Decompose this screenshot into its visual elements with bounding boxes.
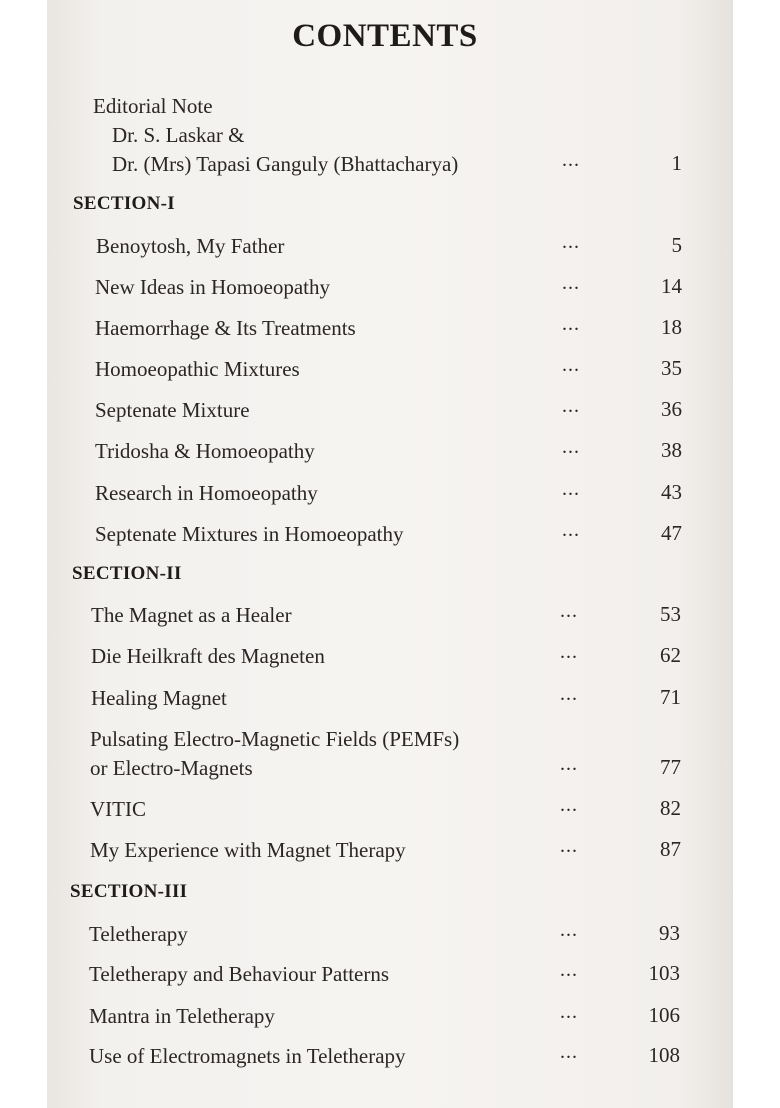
toc-page-number: 36 [661,397,682,421]
toc-leader-dots: ... [562,313,580,335]
toc-page-number: 43 [661,480,682,504]
toc-leader-dots: ... [562,519,580,541]
toc-page-number: 18 [661,315,682,339]
toc-entry-title: Die Heilkraft des Magneten [91,644,325,668]
toc-leader-dots: ... [560,600,578,622]
toc-entry-title-continued: or Electro-Magnets [90,756,253,780]
toc-leader-dots: ... [562,231,580,253]
toc-page-number: 82 [660,796,681,820]
toc-entry-title: VITIC [90,797,146,821]
toc-page-number: 62 [660,643,681,667]
toc-entry-title: Healing Magnet [91,686,227,710]
toc-page-number: 5 [671,233,682,257]
editorial-author-2: Dr. (Mrs) Tapasi Ganguly (Bhattacharya) [112,152,459,176]
toc-entry-title: Tridosha & Homoeopathy [95,439,315,463]
toc-leader-dots: ... [562,354,580,376]
page-title: CONTENTS [292,18,478,54]
toc-page-number: 1 [671,151,682,175]
toc-leader-dots: ... [560,641,578,663]
toc-leader-dots: ... [562,149,580,171]
toc-entry-title: New Ideas in Homoeopathy [95,275,331,299]
toc-entry-title: Septenate Mixture [95,398,250,422]
section-heading: SECTION-II [72,563,182,584]
toc-page-number: 106 [648,1003,680,1027]
toc-page-number: 77 [660,755,681,779]
toc-entry-title: Teletherapy and Behaviour Patterns [89,962,390,986]
toc-leader-dots: ... [560,794,578,816]
toc-leader-dots: ... [560,835,578,857]
section-heading: SECTION-I [73,193,175,214]
toc-page-number: 108 [648,1043,680,1067]
toc-page-number: 71 [660,685,681,709]
toc-page-number: 93 [659,921,680,945]
toc-entry-title: Haemorrhage & Its Treatments [95,316,356,340]
toc-entry-title: Homoeopathic Mixtures [95,357,300,381]
toc-page-number: 87 [660,837,681,861]
section-heading: SECTION-III [70,881,188,902]
toc-leader-dots: ... [560,1041,578,1063]
editorial-author-1: Dr. S. Laskar & [112,123,245,147]
toc-entry-title: Pulsating Electro-Magnetic Fields (PEMFs) [90,727,460,751]
toc-entry-title: Research in Homoeopathy [95,481,318,505]
toc-leader-dots: ... [562,272,580,294]
toc-page-number: 14 [661,274,682,298]
toc-leader-dots: ... [560,1001,578,1023]
toc-page-number: 38 [661,438,682,462]
toc-entry-title: Septenate Mixtures in Homoeopathy [95,522,404,546]
toc-entry-title: The Magnet as a Healer [91,603,292,627]
toc-page-number: 53 [660,602,681,626]
toc-page-number: 47 [661,521,682,545]
toc-leader-dots: ... [560,919,578,941]
toc-leader-dots: ... [562,478,580,500]
toc-leader-dots: ... [562,395,580,417]
toc-entry-title: Use of Electromagnets in Teletherapy [89,1044,406,1068]
toc-page-number: 35 [661,356,682,380]
toc-entry-title: My Experience with Magnet Therapy [90,838,406,862]
toc-entry-title: Benoytosh, My Father [96,234,285,258]
toc-leader-dots: ... [562,436,580,458]
editorial-note-title: Editorial Note [93,94,213,118]
toc-leader-dots: ... [560,753,578,775]
toc-leader-dots: ... [560,959,578,981]
toc-page-number: 103 [648,961,680,985]
toc-leader-dots: ... [560,683,578,705]
toc-entry-title: Mantra in Teletherapy [89,1004,275,1028]
book-page [47,0,733,1108]
toc-entry-title: Teletherapy [89,922,188,946]
